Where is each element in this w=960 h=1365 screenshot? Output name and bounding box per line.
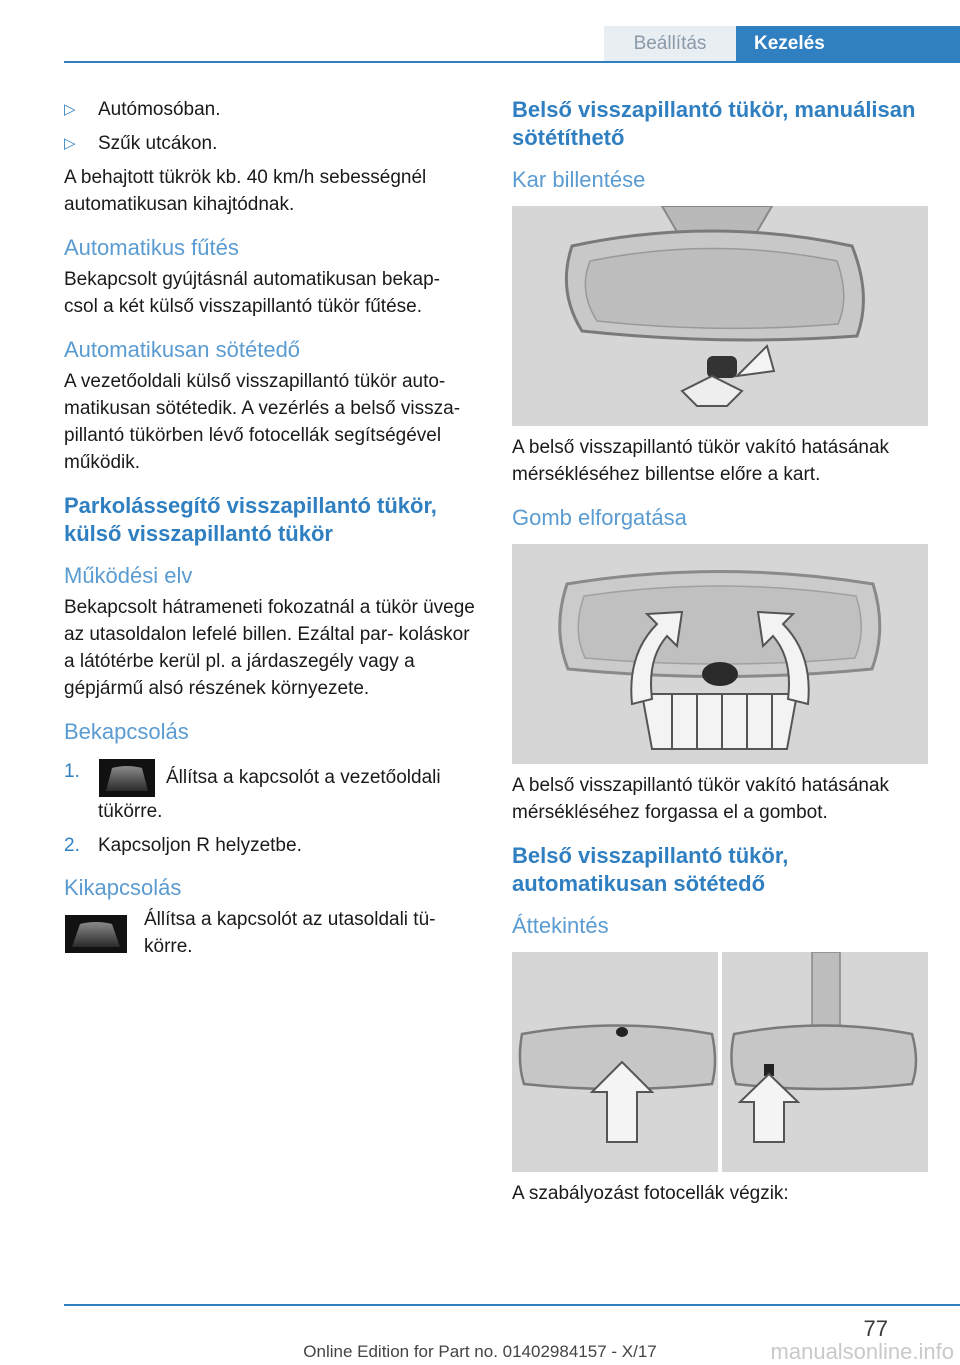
right-column	[512, 96, 928, 1207]
tab-beallitas[interactable]: Beállítás	[604, 26, 736, 62]
list-item: 2. Kapcsoljon R helyzetbe.	[64, 835, 302, 856]
heading-principle: Működési elv	[64, 563, 193, 588]
overview-illustration	[512, 952, 928, 1172]
lever-illustration	[512, 206, 928, 426]
switch-off-text: Állítsa a kapcsolót az utasoldali tü‐ körre.	[144, 909, 436, 957]
principle-text: Bekapcsolt hátrameneti fokozatnál a tükör üvege az utasoldalon lefelé billen. Ezáltal par‐ koláskor a látótérbe kerül pl. a járdaszegély vagy a gépjármű alsó részének környezete.	[64, 597, 475, 699]
heating-text: Bekapcsolt gyújtásnál automatikusan bekap‐ csol a két külső visszapillantó tükör fűtése.	[64, 269, 441, 317]
watermark: manualsonline.info	[770, 1339, 954, 1364]
heading-heating: Automatikus fűtés	[64, 235, 239, 260]
heading-switch-on: Bekapcsolás	[64, 719, 189, 744]
left-column	[64, 96, 476, 960]
heading-knob: Gomb elforgatása	[512, 505, 687, 530]
heading-overview: Áttekintés	[512, 913, 609, 938]
fold-text: A behajtott tükrök kb. 40 km/h sebességnél automatikusan kihajtódnak.	[64, 167, 427, 215]
heading-manual-mirror: Belső visszapillantó tükör, manuálisan sötétíthető	[512, 97, 916, 150]
knob-caption: A belső visszapillantó tükör vakító hatásának mérsékléséhez forgassa el a gombot.	[512, 775, 890, 823]
mirror-switch-right-icon	[64, 914, 128, 954]
page-number: 77	[863, 1316, 888, 1341]
footer-divider	[64, 1304, 960, 1306]
overview-caption: A szabályozást fotocellák végzik:	[512, 1183, 789, 1204]
heading-switch-off: Kikapcsolás	[64, 875, 182, 900]
list-item: 1. Állítsa a kapcsolót a vezetőoldali tükörre.	[64, 758, 476, 825]
dimming-text: A vezetőoldali külső visszapillantó tükör auto‐ matikusan sötétedik. A vezérlés a belső vissza‐ pillantó tükörben lévő fotocellák segítségével működik.	[64, 371, 461, 473]
heading-dimming: Automatikusan sötétedő	[64, 337, 301, 362]
header-divider	[64, 61, 960, 63]
list-item: ▷ Szűk utcákon.	[64, 130, 476, 157]
page-header	[0, 0, 960, 62]
triangle-bullet-icon: ▷	[64, 101, 76, 118]
heading-parking: Parkolássegítő visszapillantó tükör, külső visszapillantó tükör	[64, 493, 437, 546]
switch-off-row	[64, 906, 476, 960]
mirror-switch-left-icon	[98, 758, 156, 798]
heading-lever: Kar billentése	[512, 167, 646, 192]
edition-text: Online Edition for Part no. 01402984157 - X/17	[303, 1342, 657, 1361]
heading-auto-mirror: Belső visszapillantó tükör, automatikusan sötétedő	[512, 843, 789, 896]
tab-kezeles[interactable]: Kezelés	[736, 26, 960, 62]
knob-illustration	[512, 544, 928, 764]
triangle-bullet-icon: ▷	[64, 135, 76, 152]
lever-caption: A belső visszapillantó tükör vakító hatásának mérsékléséhez billentse előre a kart.	[512, 437, 890, 485]
list-item: ▷ Autómosóban.	[64, 96, 476, 123]
